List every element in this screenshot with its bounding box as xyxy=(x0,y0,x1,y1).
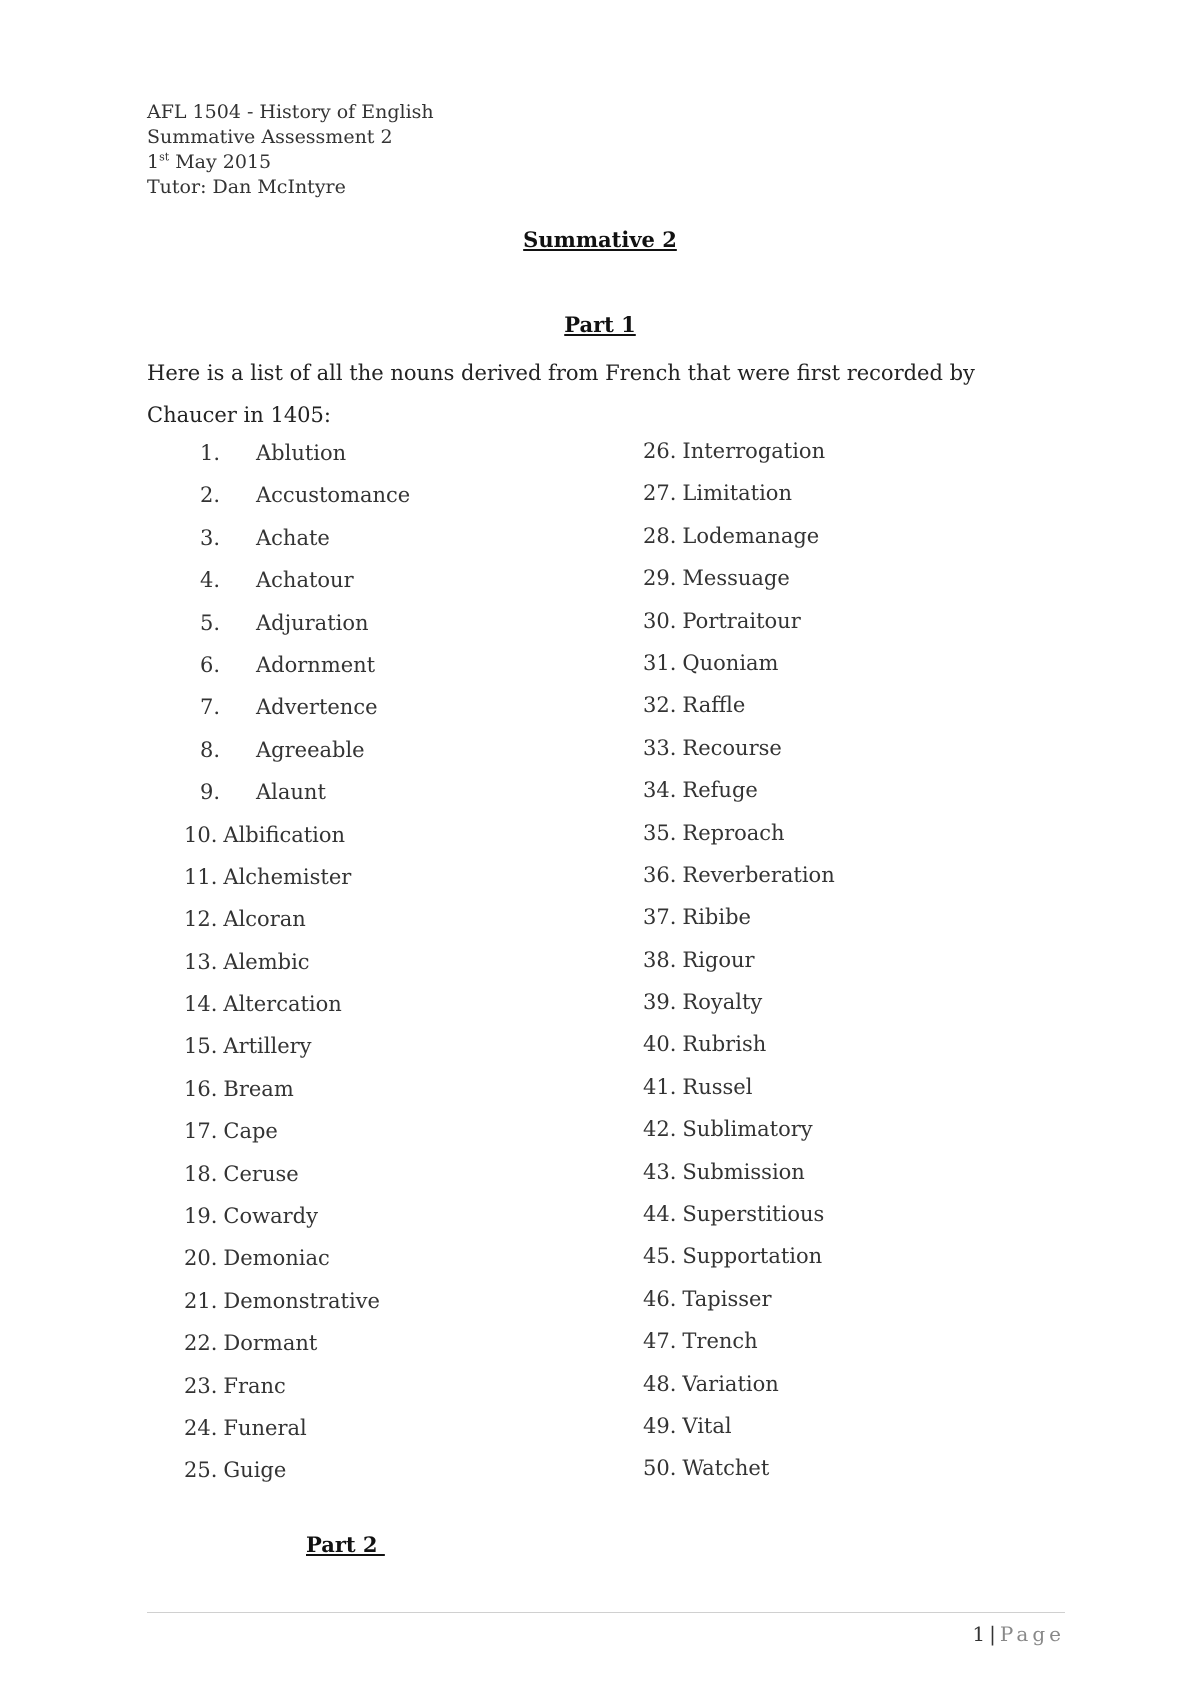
list-item-word: Rigour xyxy=(682,947,755,972)
list-item-number: 29. xyxy=(643,566,677,591)
list-item-word: Reproach xyxy=(682,820,785,845)
list-item xyxy=(184,1025,410,1067)
date-rest: May 2015 xyxy=(169,151,272,173)
page-number: 1 xyxy=(972,1622,986,1646)
list-item xyxy=(643,1405,835,1447)
list-item-word: Dormant xyxy=(223,1331,318,1356)
list-item xyxy=(643,1108,835,1150)
list-item-word: Ablution xyxy=(256,441,347,465)
list-item-word: Advertence xyxy=(256,695,378,720)
list-item-word: Altercation xyxy=(223,992,342,1017)
list-item xyxy=(643,896,835,938)
footer-separator: | xyxy=(989,1622,996,1646)
list-item-number: 15. xyxy=(184,1034,218,1059)
list-item xyxy=(184,602,410,644)
list-item-number: 14. xyxy=(184,992,218,1017)
list-item-word: Lodemanage xyxy=(682,523,820,548)
list-item-number: 31. xyxy=(643,650,677,675)
list-item-number: 38. xyxy=(643,947,677,972)
list-item xyxy=(184,983,410,1025)
list-item-number: 40. xyxy=(643,1032,677,1057)
list-item-number: 32. xyxy=(643,693,677,718)
part-2-heading: Part 2 xyxy=(306,1532,385,1557)
list-item-number: 48. xyxy=(643,1371,677,1396)
list-item xyxy=(184,1195,410,1237)
list-item-word: Accustomance xyxy=(256,483,411,508)
list-item-number: 10. xyxy=(184,822,218,847)
list-item-number: 13. xyxy=(184,949,218,974)
list-item xyxy=(184,474,410,516)
list-item-number: 8. xyxy=(199,737,220,762)
part-1-heading: Part 1 xyxy=(564,312,636,337)
list-item-number: 3. xyxy=(199,525,220,550)
list-item xyxy=(643,515,835,557)
list-item-number: 39. xyxy=(643,990,677,1015)
part-1-intro: Here is a list of all the nouns derived from French that were first recorded by Chaucer in 1405: xyxy=(147,361,975,427)
list-item-number: 41. xyxy=(643,1074,677,1099)
list-item xyxy=(184,1068,410,1110)
list-item xyxy=(184,686,410,728)
list-item-number: 46. xyxy=(643,1286,677,1311)
list-item-number: 6. xyxy=(199,652,220,677)
list-item xyxy=(184,1365,410,1407)
list-item-word: Rubrish xyxy=(682,1032,767,1057)
list-item xyxy=(643,684,835,726)
list-item xyxy=(643,939,835,981)
list-item-word: Ceruse xyxy=(223,1161,299,1186)
list-item-number: 4. xyxy=(199,568,220,593)
list-item-number: 45. xyxy=(643,1244,677,1269)
list-item-word: Recourse xyxy=(682,735,782,760)
list-item xyxy=(184,1280,410,1322)
list-item xyxy=(643,472,835,514)
list-item-number: 42. xyxy=(643,1117,677,1142)
list-item-word: Adornment xyxy=(256,652,376,677)
list-item-word: Limitation xyxy=(682,481,792,506)
list-item xyxy=(184,1322,410,1364)
list-item-word: Cape xyxy=(223,1119,278,1144)
list-item-number: 43. xyxy=(643,1159,677,1184)
list-item xyxy=(643,1066,835,1108)
list-item-number: 36. xyxy=(643,862,677,887)
list-item xyxy=(184,856,410,898)
list-item-word: Franc xyxy=(223,1373,286,1398)
list-item-word: Albification xyxy=(223,822,346,847)
list-item-number: 16. xyxy=(184,1076,218,1101)
tutor-line: Tutor: Dan McIntyre xyxy=(147,176,346,198)
list-item xyxy=(184,941,410,983)
list-item-number: 17. xyxy=(184,1119,218,1144)
list-item-word: Russel xyxy=(682,1074,753,1099)
list-item xyxy=(643,1363,835,1405)
list-item xyxy=(184,1153,410,1195)
list-item xyxy=(643,981,835,1023)
list-item xyxy=(184,1449,410,1491)
list-item-number: 24. xyxy=(184,1415,218,1440)
list-item xyxy=(184,1407,410,1449)
list-item xyxy=(643,812,835,854)
list-item-number: 1. xyxy=(199,441,220,465)
list-item xyxy=(643,854,835,896)
list-item-word: Watchet xyxy=(682,1456,770,1481)
list-item xyxy=(643,557,835,599)
list-item-number: 50. xyxy=(643,1456,677,1481)
assessment-name: Summative Assessment 2 xyxy=(147,126,393,148)
list-item xyxy=(643,600,835,642)
list-item-word: Achate xyxy=(256,525,330,550)
list-item-word: Bream xyxy=(223,1076,294,1101)
list-item-number: 28. xyxy=(643,523,677,548)
document-header xyxy=(147,100,434,200)
list-item-word: Sublimatory xyxy=(682,1117,813,1142)
list-item-word: Refuge xyxy=(682,778,758,803)
list-item-number: 47. xyxy=(643,1329,677,1354)
list-item xyxy=(643,1235,835,1277)
list-item-number: 30. xyxy=(643,608,677,633)
list-item-word: Interrogation xyxy=(682,439,826,463)
list-item-number: 27. xyxy=(643,481,677,506)
list-item-word: Cowardy xyxy=(223,1204,318,1229)
list-item-word: Agreeable xyxy=(256,737,365,762)
list-item xyxy=(184,1237,410,1279)
list-item-number: 2. xyxy=(199,483,220,508)
list-item-number: 21. xyxy=(184,1288,218,1313)
list-item-word: Submission xyxy=(682,1159,805,1184)
list-item-word: Alaunt xyxy=(256,780,326,805)
list-item xyxy=(643,1023,835,1065)
list-item-word: Adjuration xyxy=(256,610,369,635)
list-item xyxy=(184,771,410,813)
list-item-word: Demonstrative xyxy=(223,1288,380,1313)
list-item-word: Trench xyxy=(682,1329,758,1354)
list-item-word: Superstitious xyxy=(682,1202,825,1227)
list-item-word: Ribibe xyxy=(682,905,751,930)
list-item xyxy=(643,1193,835,1235)
list-item xyxy=(643,769,835,811)
list-item-number: 12. xyxy=(184,907,218,932)
noun-list-right xyxy=(643,430,835,1490)
list-item-number: 35. xyxy=(643,820,677,845)
list-item xyxy=(184,729,410,771)
list-item xyxy=(184,814,410,856)
list-item-word: Variation xyxy=(682,1371,779,1396)
list-item-number: 26. xyxy=(643,439,677,463)
list-item-number: 9. xyxy=(199,780,220,805)
list-item xyxy=(184,559,410,601)
course-title: AFL 1504 - History of English xyxy=(147,101,434,123)
assessment-date xyxy=(147,150,434,175)
footer-divider xyxy=(147,1612,1065,1613)
list-item-word: Messuage xyxy=(682,566,790,591)
list-item-word: Royalty xyxy=(682,990,763,1015)
list-item-number: 18. xyxy=(184,1161,218,1186)
list-item-number: 44. xyxy=(643,1202,677,1227)
list-item-word: Achatour xyxy=(256,568,354,593)
list-item-word: Tapisser xyxy=(682,1286,772,1311)
list-item xyxy=(643,727,835,769)
list-item-word: Alcoran xyxy=(223,907,306,932)
list-item-number: 22. xyxy=(184,1331,218,1356)
list-item-word: Reverberation xyxy=(682,862,835,887)
list-item xyxy=(184,432,410,474)
list-item-number: 49. xyxy=(643,1413,677,1438)
list-item-word: Funeral xyxy=(223,1415,307,1440)
noun-list-left xyxy=(184,432,410,1492)
list-item-number: 25. xyxy=(184,1458,218,1483)
list-item-word: Portraitour xyxy=(682,608,801,633)
list-item xyxy=(643,1278,835,1320)
date-suffix: st xyxy=(159,150,170,164)
list-item-word: Guige xyxy=(223,1458,287,1483)
list-item-number: 5. xyxy=(199,610,220,635)
list-item-word: Quoniam xyxy=(682,650,779,675)
list-item-word: Artillery xyxy=(223,1034,312,1059)
list-item-word: Vital xyxy=(682,1413,732,1438)
document-title: Summative 2 xyxy=(523,227,677,252)
list-item xyxy=(184,517,410,559)
list-item-word: Alchemister xyxy=(223,864,352,889)
list-item xyxy=(643,1447,835,1489)
list-item xyxy=(184,1110,410,1152)
list-item-number: 7. xyxy=(199,695,220,720)
list-item xyxy=(184,644,410,686)
page-label: Page xyxy=(999,1622,1065,1646)
list-item-word: Raffle xyxy=(682,693,746,718)
list-item-number: 11. xyxy=(184,864,218,889)
list-item xyxy=(643,430,835,472)
list-item-number: 20. xyxy=(184,1246,218,1271)
list-item xyxy=(184,898,410,940)
list-item xyxy=(643,1151,835,1193)
list-item-number: 33. xyxy=(643,735,677,760)
page-footer xyxy=(972,1622,1065,1646)
list-item-word: Supportation xyxy=(682,1244,823,1269)
date-day: 1 xyxy=(147,151,160,173)
list-item xyxy=(643,1320,835,1362)
list-item-number: 37. xyxy=(643,905,677,930)
list-item-word: Demoniac xyxy=(223,1246,330,1271)
list-item-number: 23. xyxy=(184,1373,218,1398)
list-item-word: Alembic xyxy=(223,949,310,974)
list-item-number: 19. xyxy=(184,1204,218,1229)
list-item-number: 34. xyxy=(643,778,677,803)
list-item xyxy=(643,642,835,684)
